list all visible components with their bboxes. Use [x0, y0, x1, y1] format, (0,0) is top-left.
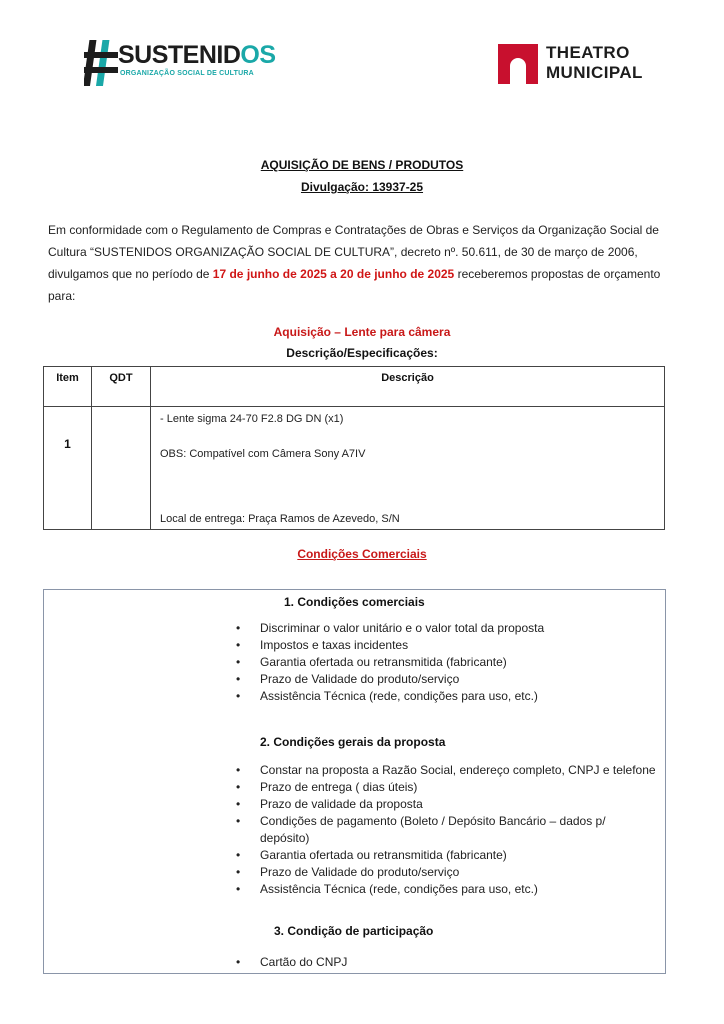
section1-title: 1. Condições comerciais: [284, 595, 425, 609]
document-title: AQUISIÇÃO DE BENS / PRODUTOS: [260, 158, 464, 172]
acquisition-title: Aquisição – Lente para câmera: [273, 325, 451, 339]
section2-title: 2. Condições gerais da proposta: [260, 735, 446, 749]
conditions-box: [43, 589, 666, 974]
hash-icon: [84, 36, 118, 88]
list-item: • Prazo de entrega ( dias úteis): [236, 779, 666, 796]
divulgacao-number: Divulgação: 13937-25: [300, 180, 424, 194]
table-row: [44, 407, 665, 530]
sustenidos-wordmark: SUSTENIDOS: [118, 41, 276, 69]
header-qdt: QDT: [92, 367, 151, 407]
list-item: • Discriminar o valor unitário e o valor total da proposta: [236, 620, 544, 637]
theatro-municipal-logo: [496, 42, 666, 88]
list-item: • Prazo de Validade do produto/serviço: [236, 671, 544, 688]
list-item: • Prazo de Validade do produto/serviço: [236, 864, 666, 881]
sustenidos-logo: [84, 36, 276, 88]
spec-label: Descrição/Especificações:: [286, 346, 438, 360]
item-description: [151, 407, 665, 530]
list-item: • Prazo de validade da proposta: [236, 796, 666, 813]
list-item: • Garantia ofertada ou retransmitida (fabricante): [236, 654, 544, 671]
theatro-line1: THEATRO: [546, 43, 630, 62]
section3-list: [236, 954, 347, 971]
desc-line-product: - Lente sigma 24-70 F2.8 DG DN (x1): [160, 413, 344, 425]
list-item: • Assistência Técnica (rede, condições para uso, etc.): [236, 688, 544, 705]
desc-line-obs: OBS: Compatível com Câmera Sony A7IV: [160, 448, 366, 460]
table-header-row: [44, 367, 665, 407]
list-item: • Assistência Técnica (rede, condições para uso, etc.): [236, 881, 666, 898]
item-number: 1: [44, 407, 92, 530]
desc-line-delivery: Local de entrega: Praça Ramos de Azevedo, S/N: [160, 513, 400, 525]
header-item: Item: [44, 367, 92, 407]
item-qdt: [92, 407, 151, 530]
intro-paragraph: Em conformidade com o Regulamento de Compras e Contratações de Obras e Serviços da Organização Social de Cultura “SUSTENIDOS ORGANIZAÇÃO SOCIAL DE CULTURA”, decreto nº. 50.611, de 30 de março de 2006, divulgamos que no período de 17 de junho de 2025 a 20 de junho de 2025 receberemos propostas de orçamento para:: [48, 223, 661, 303]
list-item: • Constar na proposta a Razão Social, endereço completo, CNPJ e telefone: [236, 762, 666, 779]
list-item: • Condições de pagamento (Boleto / Depósito Bancário – dados p/ depósito): [236, 813, 620, 847]
section2-list: [236, 762, 666, 898]
list-item: • Garantia ofertada ou retransmitida (fabricante): [236, 847, 666, 864]
items-table: [43, 366, 665, 530]
section3-title: 3. Condição de participação: [274, 924, 434, 938]
conditions-heading: Condições Comerciais: [297, 547, 427, 561]
list-item: • Cartão do CNPJ: [236, 954, 347, 971]
header-descricao: Descrição: [151, 367, 665, 407]
theatro-arch-icon: [496, 42, 540, 86]
list-item: • Impostos e taxas incidentes: [236, 637, 544, 654]
theatro-line2: MUNICIPAL: [546, 63, 643, 82]
sustenidos-subtitle: ORGANIZAÇÃO SOCIAL DE CULTURA: [120, 70, 254, 77]
section1-list: [236, 620, 544, 705]
period-highlight: 17 de junho de 2025 a 20 de junho de 2025: [212, 267, 455, 281]
